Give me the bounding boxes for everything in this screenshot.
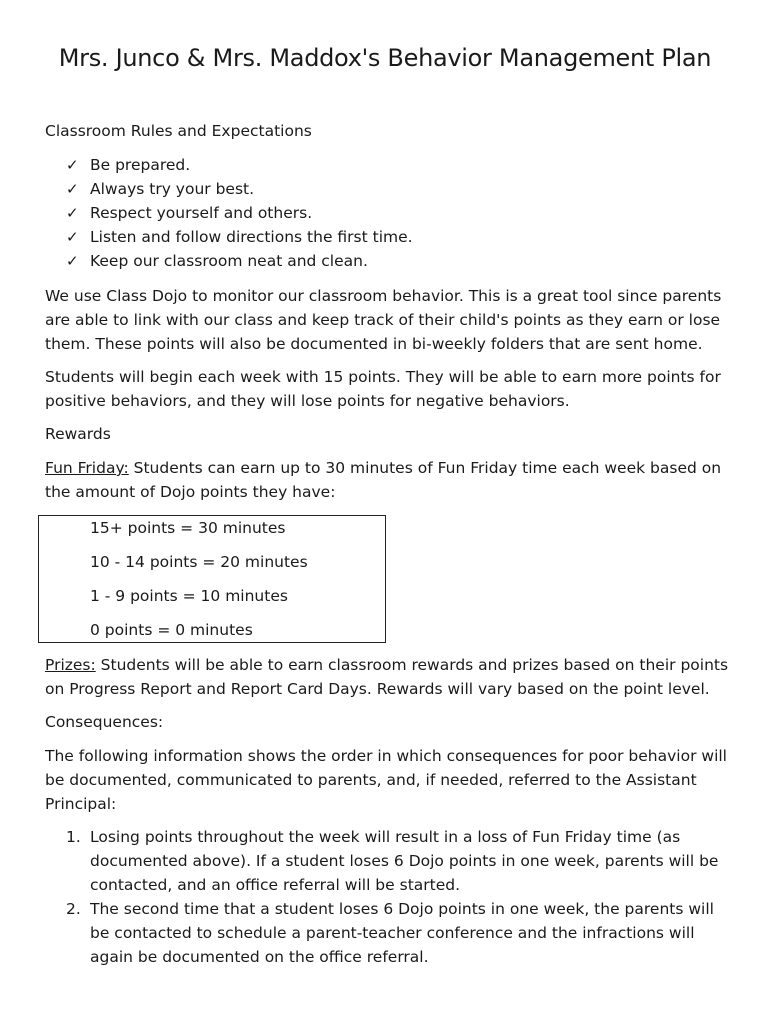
consequence-text: The second time that a student loses 6 Dojo points in one week, the parents will be contacted to schedule a parent-teacher conference and the infractions will again be documented on the office referral. — [90, 900, 714, 966]
list-item — [66, 225, 413, 249]
checkmark-icon: ✓ — [66, 252, 79, 270]
prizes-label: Prizes: — [45, 656, 96, 674]
list-item — [45, 897, 735, 969]
point-level-row: 0 points = 0 minutes — [90, 621, 253, 639]
rule-text: Listen and follow directions the first time. — [90, 228, 413, 246]
point-level-row: 1 - 9 points = 10 minutes — [90, 587, 288, 605]
rules-heading: Classroom Rules and Expectations — [45, 122, 312, 140]
list-item — [66, 201, 413, 225]
rule-text: Keep our classroom neat and clean. — [90, 252, 368, 270]
consequences-intro: The following information shows the order in which consequences for poor behavior will be documented, communicated to parents, and, if needed, referred to the Assistant Principal: — [45, 747, 727, 813]
list-number: 1. — [66, 828, 81, 846]
point-level-row: 10 - 14 points = 20 minutes — [90, 553, 308, 571]
list-item — [66, 153, 413, 177]
list-item — [66, 249, 413, 273]
rule-text: Be prepared. — [90, 156, 191, 174]
fun-friday-paragraph — [45, 456, 735, 504]
page-title: Mrs. Junco & Mrs. Maddox's Behavior Management Plan — [58, 44, 712, 72]
point-level-row: 15+ points = 30 minutes — [90, 519, 286, 537]
consequences-list — [45, 825, 735, 969]
fun-friday-label: Fun Friday: — [45, 459, 129, 477]
consequence-text: Losing points throughout the week will result in a loss of Fun Friday time (as documented above). If a student loses 6 Dojo points in one week, parents will be contacted, and an office referral will be started. — [90, 828, 719, 894]
prizes-text: Students will be able to earn classroom rewards and prizes based on their points on Progress Report and Report Card Days. Rewards will vary based on the point level. — [45, 656, 729, 698]
rule-text: Respect yourself and others. — [90, 204, 313, 222]
dojo-paragraph: We use Class Dojo to monitor our classroom behavior. This is a great tool since parents are able to link with our class and keep track of their child's points as they earn or lose them. These points will also be documented in bi-weekly folders that are sent home. — [45, 287, 722, 353]
consequences-heading: Consequences: — [45, 713, 164, 731]
points-paragraph: Students will begin each week with 15 points. They will be able to earn more points for positive behaviors, and they will lose points for negative behaviors. — [45, 368, 721, 410]
rewards-heading: Rewards — [45, 425, 111, 443]
list-number: 2. — [66, 900, 81, 918]
rule-text: Always try your best. — [90, 180, 255, 198]
checkmark-icon: ✓ — [66, 156, 79, 174]
fun-friday-text: Students can earn up to 30 minutes of Fun Friday time each week based on the amount of Dojo points they have: — [45, 459, 722, 501]
checkmark-icon: ✓ — [66, 180, 79, 198]
list-item — [45, 825, 735, 897]
list-item — [66, 177, 413, 201]
point-levels-box — [38, 515, 386, 643]
checkmark-icon: ✓ — [66, 204, 79, 222]
prizes-paragraph — [45, 653, 735, 701]
checkmark-icon: ✓ — [66, 228, 79, 246]
rules-list — [66, 153, 413, 273]
